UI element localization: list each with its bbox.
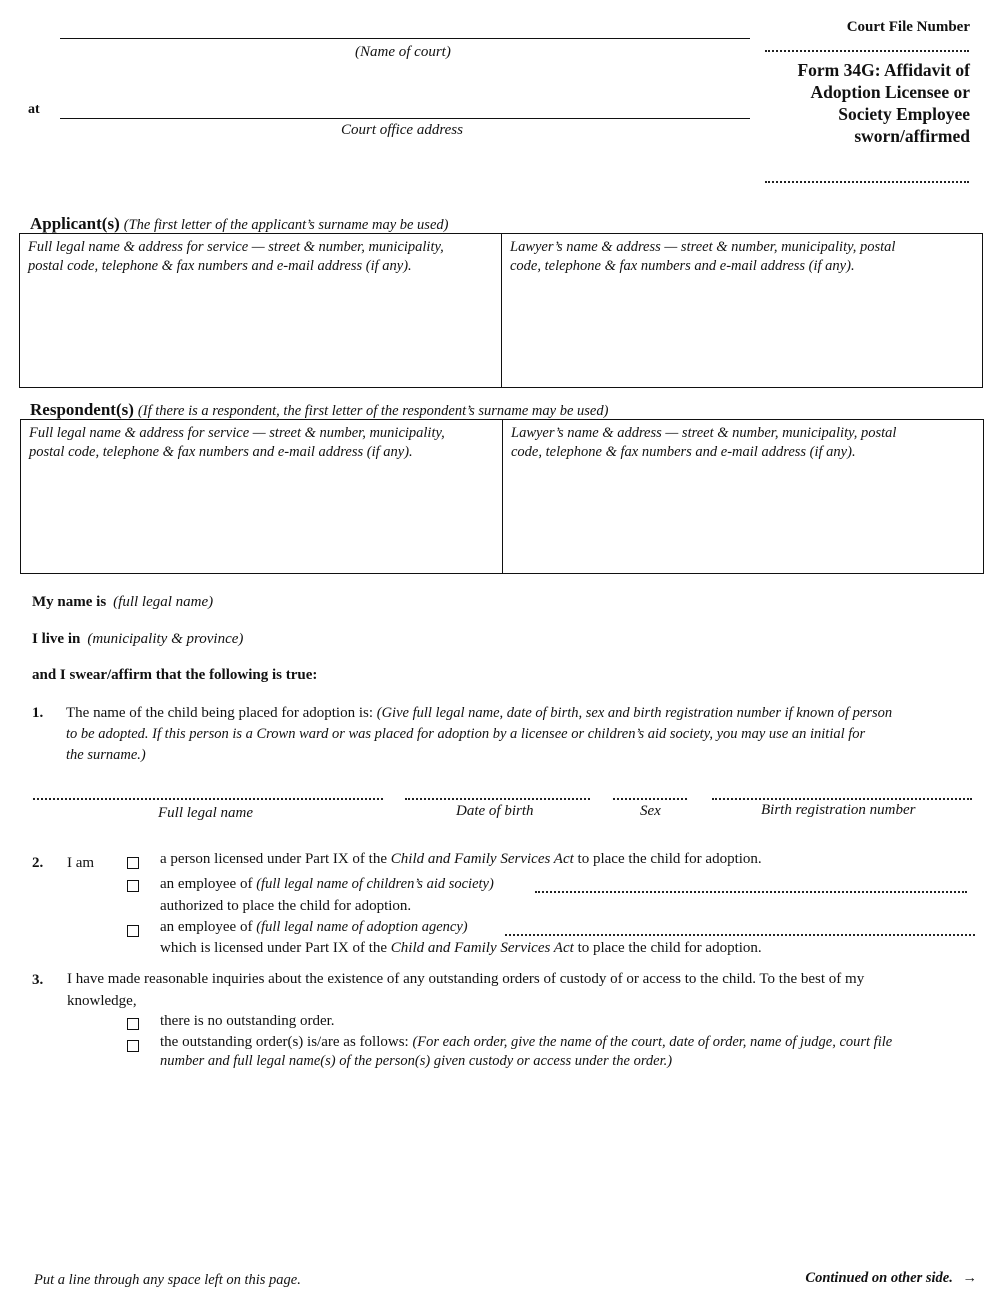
agency-employee-hint: (full legal name of adoption agency) <box>256 919 468 935</box>
agency-name-field[interactable] <box>505 934 975 936</box>
outstanding-orders-text: the outstanding order(s) is/are as follows: <box>160 1034 413 1050</box>
no-order-checkbox[interactable] <box>127 1018 139 1030</box>
respondents-heading-row <box>30 400 608 420</box>
cas-employee-option <box>160 876 494 893</box>
live-in-row[interactable] <box>32 630 243 648</box>
continued-note <box>805 1270 977 1287</box>
outstanding-orders-hint-1: (For each order, give the name of the court, date of order, name of judge, court file <box>412 1034 893 1050</box>
at-label: at <box>28 102 40 117</box>
court-file-number-field[interactable] <box>765 50 969 52</box>
item-3-line-2: knowledge, <box>67 993 137 1009</box>
live-in-hint: (municipality & province) <box>87 631 244 647</box>
form-title-line-1: Form 34G: Affidavit of <box>797 60 970 80</box>
item-1-hint-1: (Give full legal name, date of birth, sex and birth registration number if known of person <box>376 705 893 721</box>
form-title-line-3: Society Employee <box>838 104 970 124</box>
respondent-address-cell[interactable] <box>21 420 503 573</box>
respondent-address-hint-2: postal code, telephone & fax numbers and e-mail address (if any). <box>29 444 413 460</box>
col-full-legal-name: Full legal name <box>158 805 253 821</box>
item-1-lead: The name of the child being placed for adoption is: <box>66 705 373 721</box>
respondent-lawyer-cell[interactable] <box>503 420 983 573</box>
agency-employee-line-2 <box>160 940 762 957</box>
agency-employee-text: an employee of <box>160 919 257 935</box>
applicants-heading: Applicant(s) <box>30 214 120 233</box>
applicant-address-hint-1: Full legal name & address for service — street & number, municipality, <box>28 239 444 255</box>
respondents-heading: Respondent(s) <box>30 400 134 419</box>
court-name-line[interactable] <box>60 38 750 39</box>
licensed-person-text: a person licensed under Part IX of the <box>160 851 391 867</box>
respondents-note: (If there is a respondent, the first letter of the respondent’s surname may be used) <box>137 403 609 419</box>
my-name-row[interactable] <box>32 593 213 611</box>
applicant-lawyer-hint-1: Lawyer’s name & address — street & number, municipality, postal <box>510 239 896 255</box>
col-birth-registration-number: Birth registration number <box>761 802 916 818</box>
respondent-lawyer-hint-1: Lawyer’s name & address — street & number, municipality, postal <box>511 425 897 441</box>
sworn-date-field[interactable] <box>765 181 969 183</box>
live-in-label: I live in <box>32 631 81 647</box>
outstanding-orders-hint-2: number and full legal name(s) of the person(s) given custody or access under the order.) <box>160 1053 673 1069</box>
name-of-court-caption: (Name of court) <box>355 44 451 60</box>
col-date-of-birth: Date of birth <box>456 803 534 819</box>
applicant-lawyer-hint-2: code, telephone & fax numbers and e-mail address (if any). <box>510 258 855 274</box>
item-3-line-1: I have made reasonable inquiries about the existence of any outstanding orders of custody of or access to the child. To the best of my <box>67 971 865 987</box>
cas-employee-line-2: authorized to place the child for adoption. <box>160 898 412 914</box>
agency-line-2-text: which is licensed under Part IX of the <box>160 940 391 956</box>
form-title <box>797 59 970 147</box>
cas-employee-checkbox[interactable] <box>127 880 139 892</box>
my-name-label: My name is <box>32 594 107 610</box>
outstanding-orders-option <box>160 1033 892 1071</box>
continued-text: Continued on other side. <box>805 1270 953 1286</box>
court-address-line[interactable] <box>60 118 750 119</box>
no-order-option: there is no outstanding order. <box>160 1013 335 1029</box>
strike-through-note: Put a line through any space left on this page. <box>34 1272 301 1288</box>
agency-employee-checkbox[interactable] <box>127 925 139 937</box>
cas-employee-hint: (full legal name of children’s aid society) <box>256 876 494 892</box>
licensed-person-option <box>160 851 762 868</box>
swear-affirm-line: and I swear/affirm that the following is true: <box>32 667 318 683</box>
agency-employee-option <box>160 919 468 936</box>
outstanding-orders-checkbox[interactable] <box>127 1040 139 1052</box>
item-1-hint-3: the surname.) <box>66 747 146 763</box>
cas-employee-text: an employee of <box>160 876 257 892</box>
court-office-address-caption: Court office address <box>341 122 463 138</box>
agency-line-2-tail: to place the child for adoption. <box>573 940 762 956</box>
item-1-hint-2: to be adopted. If this person is a Crown ward or was placed for adoption by a licensee or children’s aid society, you may use an initial for <box>66 726 866 742</box>
child-birth-reg-field[interactable] <box>712 798 972 800</box>
licensed-person-act: Child and Family Services Act <box>390 851 574 867</box>
my-name-hint: (full legal name) <box>113 594 214 610</box>
col-sex: Sex <box>640 803 661 819</box>
child-sex-field[interactable] <box>613 798 687 800</box>
agency-line-2-act: Child and Family Services Act <box>390 940 574 956</box>
item-2-number: 2. <box>32 855 44 871</box>
child-dob-field[interactable] <box>405 798 590 800</box>
applicant-lawyer-cell[interactable] <box>502 234 982 387</box>
licensed-person-tail: to place the child for adoption. <box>573 851 762 867</box>
item-2-lead: I am <box>67 855 95 871</box>
form-title-line-2: Adoption Licensee or <box>810 82 970 102</box>
respondent-address-hint-1: Full legal name & address for service — street & number, municipality, <box>29 425 445 441</box>
item-3-text <box>67 968 864 1012</box>
applicant-address-cell[interactable] <box>20 234 502 387</box>
child-full-name-field[interactable] <box>33 798 383 800</box>
applicant-address-hint-2: postal code, telephone & fax numbers and e-mail address (if any). <box>28 258 412 274</box>
applicants-table <box>19 233 983 388</box>
applicants-note: (The first letter of the applicant’s surname may be used) <box>123 217 449 233</box>
cas-name-field[interactable] <box>535 891 967 893</box>
respondent-lawyer-hint-2: code, telephone & fax numbers and e-mail address (if any). <box>511 444 856 460</box>
item-3-number: 3. <box>32 972 44 988</box>
licensed-person-checkbox[interactable] <box>127 857 139 869</box>
arrow-right-icon: → <box>962 1270 977 1286</box>
court-file-number-label: Court File Number <box>846 19 970 35</box>
respondents-table <box>20 419 984 574</box>
item-1-number: 1. <box>32 705 44 721</box>
applicants-heading-row <box>30 214 448 234</box>
item-1-text <box>66 703 976 766</box>
form-title-line-4: sworn/affirmed <box>854 126 970 146</box>
